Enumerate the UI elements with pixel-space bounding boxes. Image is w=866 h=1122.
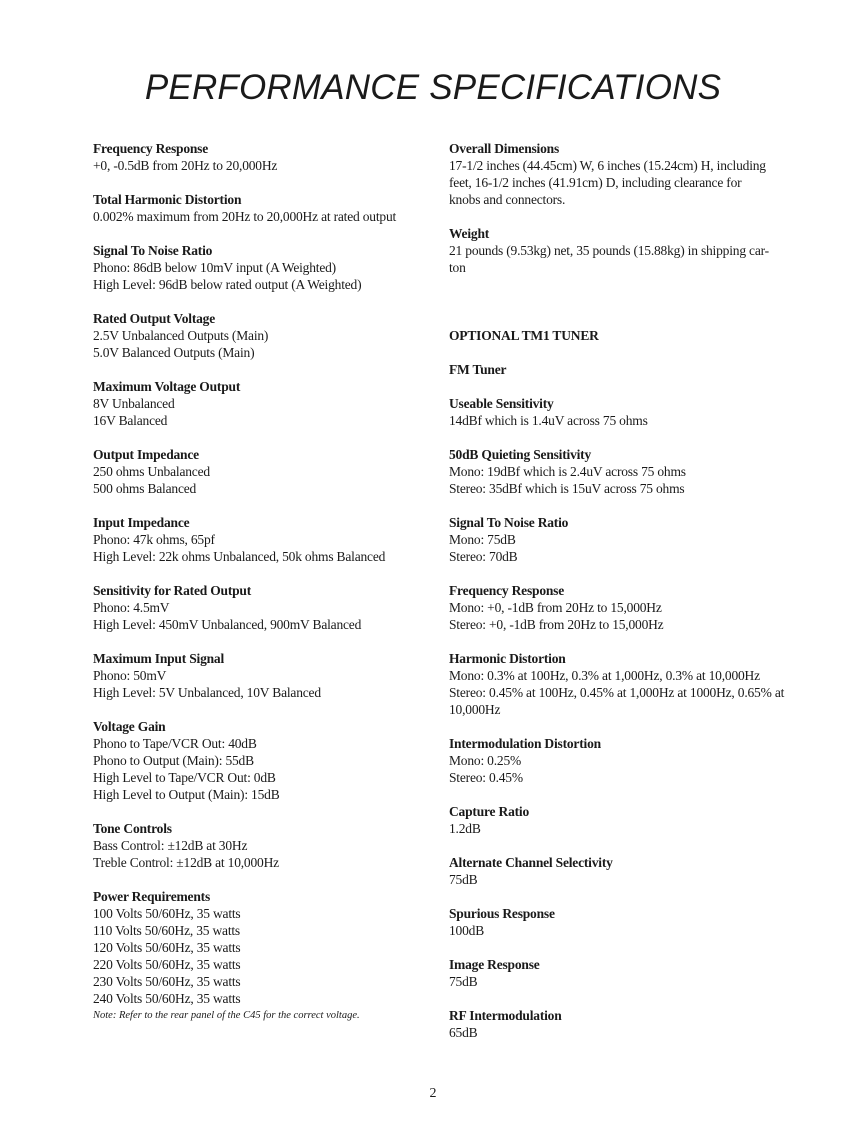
spec-line: 10,000Hz bbox=[449, 702, 501, 717]
spec-line: ton bbox=[449, 260, 466, 275]
spec-heading: Image Response bbox=[449, 957, 540, 972]
spec-heading: Signal To Noise Ratio bbox=[93, 243, 213, 258]
tuner-heading: OPTIONAL TM1 TUNER bbox=[449, 328, 599, 343]
spec-heading: Sensitivity for Rated Output bbox=[93, 583, 252, 598]
spec-section bbox=[93, 140, 433, 174]
spec-section bbox=[93, 582, 433, 633]
spec-section bbox=[449, 854, 804, 888]
spec-section bbox=[93, 310, 433, 361]
spec-heading: Total Harmonic Distortion bbox=[93, 192, 242, 207]
spec-line: 0.002% maximum from 20Hz to 20,000Hz at rated output bbox=[93, 209, 397, 224]
spec-line: Mono: 0.25% bbox=[449, 753, 522, 768]
spec-line: 230 Volts 50/60Hz, 35 watts bbox=[93, 974, 241, 989]
spec-heading: Harmonic Distortion bbox=[449, 651, 566, 666]
spec-section bbox=[449, 395, 804, 429]
spec-line: 16V Balanced bbox=[93, 413, 168, 428]
spec-line: Phono: 47k ohms, 65pf bbox=[93, 532, 215, 547]
spec-line: Stereo: 0.45% bbox=[449, 770, 523, 785]
spec-line: knobs and connectors. bbox=[449, 192, 566, 207]
tuner-subheading-section bbox=[449, 361, 804, 378]
spec-section bbox=[93, 718, 433, 803]
spec-section bbox=[449, 514, 804, 565]
tuner-heading-section bbox=[449, 327, 804, 344]
spec-section bbox=[449, 140, 804, 208]
spec-line: Phono to Tape/VCR Out: 40dB bbox=[93, 736, 257, 751]
spec-section bbox=[93, 514, 433, 565]
spec-section bbox=[449, 956, 804, 990]
spec-line: High Level: 5V Unbalanced, 10V Balanced bbox=[93, 685, 321, 700]
spec-line: Mono: 75dB bbox=[449, 532, 516, 547]
spec-line: Phono to Output (Main): 55dB bbox=[93, 753, 254, 768]
spec-line: 2.5V Unbalanced Outputs (Main) bbox=[93, 328, 269, 343]
spec-heading: Output Impedance bbox=[93, 447, 199, 462]
spec-line: Bass Control: ±12dB at 30Hz bbox=[93, 838, 248, 853]
spec-heading: Frequency Response bbox=[93, 141, 209, 156]
spec-heading: Capture Ratio bbox=[449, 804, 530, 819]
spec-line: 250 ohms Unbalanced bbox=[93, 464, 210, 479]
spec-heading: Power Requirements bbox=[93, 889, 211, 904]
spec-heading: Intermodulation Distortion bbox=[449, 736, 601, 751]
spec-heading: Maximum Voltage Output bbox=[93, 379, 241, 394]
spec-line: High Level: 22k ohms Unbalanced, 50k ohms Balanced bbox=[93, 549, 386, 564]
spec-line: High Level: 96dB below rated output (A Weighted) bbox=[93, 277, 362, 292]
spec-line: Stereo: 0.45% at 100Hz, 0.45% at 1,000Hz at 1000Hz, 0.65% at bbox=[449, 685, 785, 700]
spec-section bbox=[93, 820, 433, 871]
spec-heading: Frequency Response bbox=[449, 583, 565, 598]
spec-line: 5.0V Balanced Outputs (Main) bbox=[93, 345, 255, 360]
spec-line: Stereo: +0, -1dB from 20Hz to 15,000Hz bbox=[449, 617, 664, 632]
page-title: PERFORMANCE SPECIFICATIONS bbox=[144, 68, 722, 107]
spec-heading: Tone Controls bbox=[93, 821, 172, 836]
spec-line: High Level: 450mV Unbalanced, 900mV Balanced bbox=[93, 617, 362, 632]
spec-line: +0, -0.5dB from 20Hz to 20,000Hz bbox=[93, 158, 278, 173]
spec-heading: RF Intermodulation bbox=[449, 1008, 562, 1023]
spec-line: Phono: 4.5mV bbox=[93, 600, 170, 615]
spec-line: Stereo: 70dB bbox=[449, 549, 518, 564]
spec-section bbox=[449, 905, 804, 939]
voltage-note: Note: Refer to the rear panel of the C45 for the correct voltage. bbox=[93, 1010, 360, 1021]
fm-tuner-heading: FM Tuner bbox=[449, 362, 507, 377]
spec-section bbox=[449, 735, 804, 786]
spec-line: 120 Volts 50/60Hz, 35 watts bbox=[93, 940, 241, 955]
spec-section bbox=[449, 650, 804, 718]
spec-section bbox=[449, 1007, 804, 1041]
spec-line: 500 ohms Balanced bbox=[93, 481, 197, 496]
spec-heading: Signal To Noise Ratio bbox=[449, 515, 569, 530]
spec-heading: Rated Output Voltage bbox=[93, 311, 216, 326]
spec-heading: Voltage Gain bbox=[93, 719, 166, 734]
spec-line: 14dBf which is 1.4uV across 75 ohms bbox=[449, 413, 648, 428]
spec-section bbox=[93, 191, 433, 225]
spec-heading: Weight bbox=[449, 226, 490, 241]
spec-section bbox=[93, 650, 433, 701]
spec-line: 17-1/2 inches (44.45cm) W, 6 inches (15.24cm) H, including bbox=[449, 158, 766, 173]
spec-section bbox=[449, 225, 804, 276]
spec-line: Mono: +0, -1dB from 20Hz to 15,000Hz bbox=[449, 600, 662, 615]
spec-line: 65dB bbox=[449, 1025, 478, 1040]
spec-line: 240 Volts 50/60Hz, 35 watts bbox=[93, 991, 241, 1006]
spec-section bbox=[93, 446, 433, 497]
spec-line: 1.2dB bbox=[449, 821, 481, 836]
spec-line: Mono: 19dBf which is 2.4uV across 75 ohms bbox=[449, 464, 686, 479]
spec-heading: Spurious Response bbox=[449, 906, 555, 921]
spec-line: 220 Volts 50/60Hz, 35 watts bbox=[93, 957, 241, 972]
spec-section bbox=[93, 242, 433, 293]
spec-line: 8V Unbalanced bbox=[93, 396, 175, 411]
spec-line: 21 pounds (9.53kg) net, 35 pounds (15.88kg) in shipping car- bbox=[449, 243, 769, 258]
page-number: 2 bbox=[429, 1086, 437, 1101]
spec-line: Mono: 0.3% at 100Hz, 0.3% at 1,000Hz, 0.3% at 10,000Hz bbox=[449, 668, 760, 683]
spec-section bbox=[93, 888, 433, 1007]
spec-section bbox=[93, 378, 433, 429]
spec-line: Stereo: 35dBf which is 15uV across 75 ohms bbox=[449, 481, 685, 496]
spec-line: Treble Control: ±12dB at 10,000Hz bbox=[93, 855, 279, 870]
spec-section bbox=[449, 582, 804, 633]
spec-line: 110 Volts 50/60Hz, 35 watts bbox=[93, 923, 240, 938]
spec-line: 75dB bbox=[449, 872, 478, 887]
spec-line: Phono: 50mV bbox=[93, 668, 167, 683]
spec-line: High Level to Tape/VCR Out: 0dB bbox=[93, 770, 276, 785]
spec-heading: 50dB Quieting Sensitivity bbox=[449, 447, 592, 462]
spec-line: 100 Volts 50/60Hz, 35 watts bbox=[93, 906, 241, 921]
left-column bbox=[93, 140, 433, 1024]
spec-section bbox=[449, 803, 804, 837]
spec-line: Phono: 86dB below 10mV input (A Weighted) bbox=[93, 260, 336, 275]
spec-line: High Level to Output (Main): 15dB bbox=[93, 787, 280, 802]
spec-line: feet, 16-1/2 inches (41.91cm) D, including clearance for bbox=[449, 175, 742, 190]
spec-heading: Useable Sensitivity bbox=[449, 396, 554, 411]
right-column bbox=[449, 140, 804, 1058]
spec-section bbox=[449, 446, 804, 497]
spacer bbox=[449, 293, 804, 327]
spec-line: 100dB bbox=[449, 923, 485, 938]
spec-line: 75dB bbox=[449, 974, 478, 989]
spec-heading: Input Impedance bbox=[93, 515, 190, 530]
spec-heading: Maximum Input Signal bbox=[93, 651, 225, 666]
spec-heading: Overall Dimensions bbox=[449, 141, 560, 156]
spec-heading: Alternate Channel Selectivity bbox=[449, 855, 613, 870]
